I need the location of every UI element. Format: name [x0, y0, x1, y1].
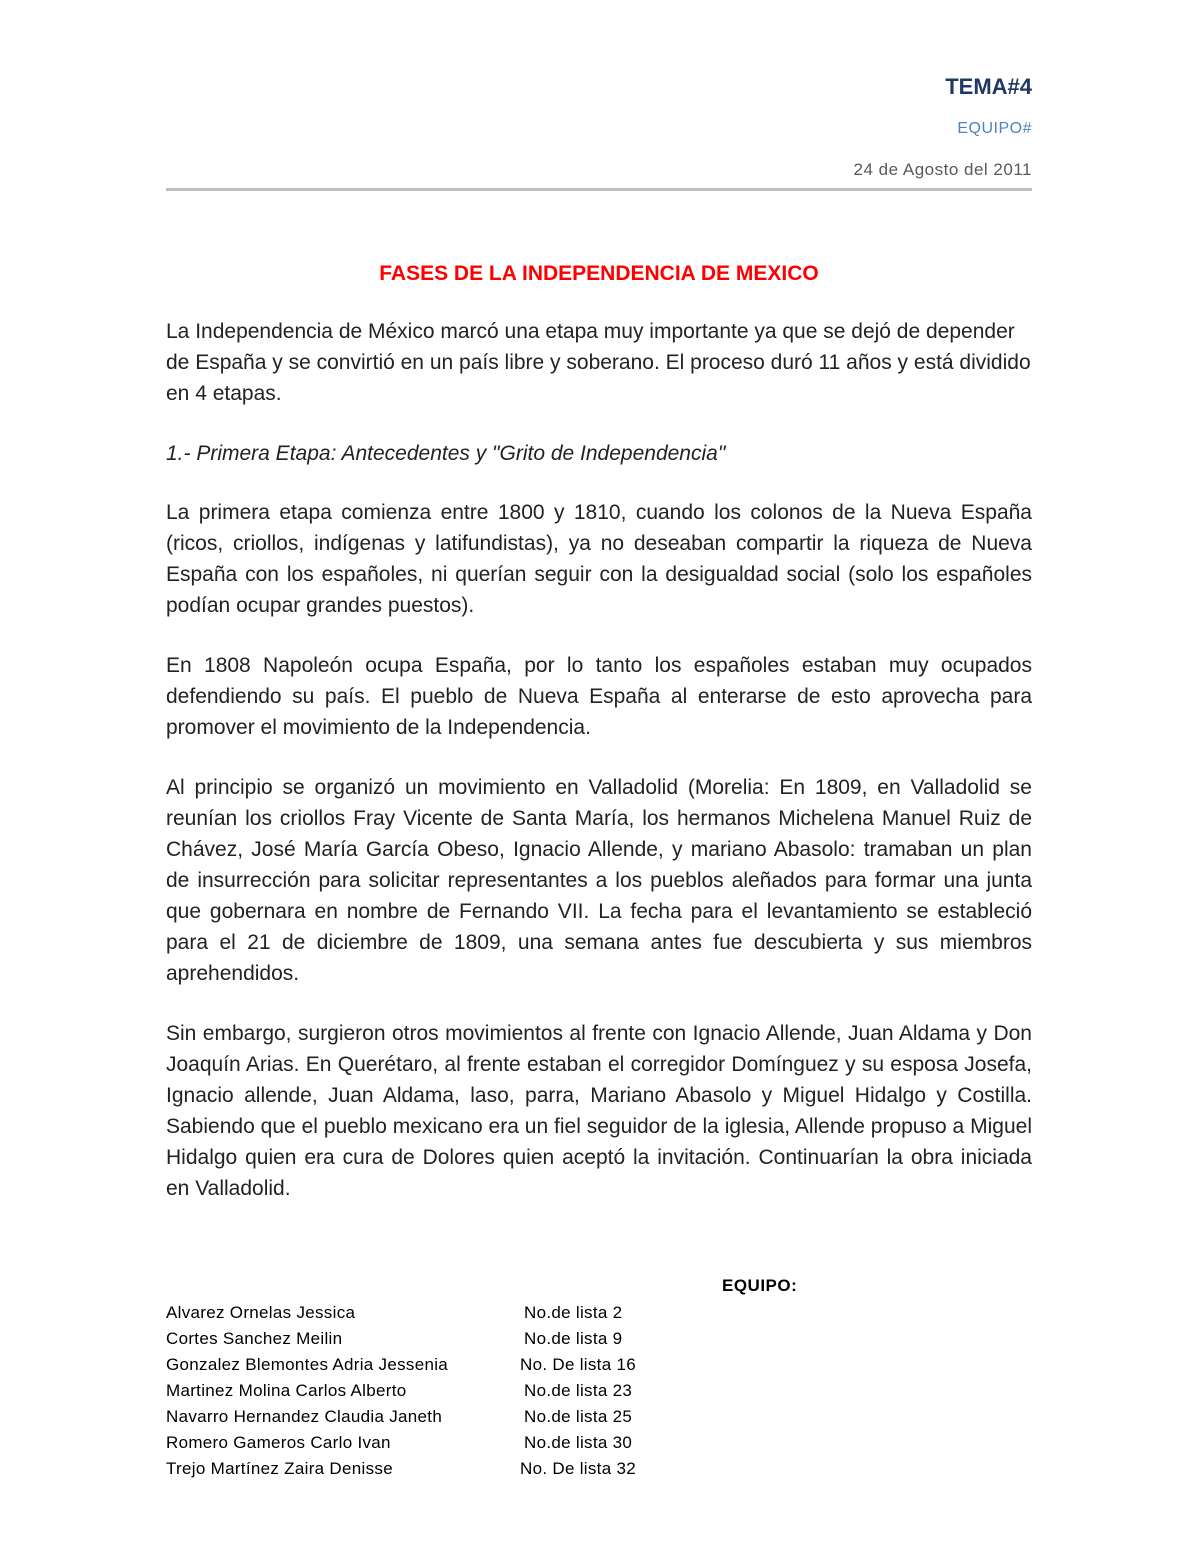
- paragraph: Sin embargo, surgieron otros movimientos al frente con Ignacio Allende, Juan Aldama y Don Joaquín Arias. En Querétaro, al frente estaban el corregidor Domínguez y su esposa Josefa, Ignacio allende, Juan Aldama, laso, parra, Mariano Abasolo y Miguel Hidalgo y Costilla. Sabiendo que el pueblo mexicano era un fiel seguidor de la iglesia, Allende propuso a Miguel Hidalgo quien era cura de Dolores quien aceptó la invitación. Continuarían la obra iniciada en Valladolid.: [166, 1022, 1032, 1200]
- team-member-row: [166, 1456, 866, 1482]
- member-name: Romero Gameros Carlo Ivan: [166, 1433, 391, 1452]
- team-member-row: [166, 1430, 866, 1456]
- member-list-number: No. De lista 32: [520, 1459, 636, 1478]
- section-subheading: 1.- Primera Etapa: Antecedentes y "Grito de Independencia": [166, 442, 726, 465]
- paragraph: En 1808 Napoleón ocupa España, por lo tanto los españoles estaban muy ocupados defendiendo su país. El pueblo de Nueva España al enterarse de esto aprovecha para promover el movimiento de la Independencia.: [166, 654, 1032, 739]
- intro-paragraph: La Independencia de México marcó una etapa muy importante ya que se dejó de depender de España y se convirtió en un país libre y soberano. El proceso duró 11 años y está dividido en 4 etapas.: [166, 320, 1031, 405]
- team-member-row: [166, 1300, 866, 1326]
- member-list-number: No.de lista 25: [524, 1407, 633, 1426]
- date-label: 24 de Agosto del 2011: [853, 160, 1032, 179]
- member-name: Gonzalez Blemontes Adria Jessenia: [166, 1355, 449, 1374]
- member-name: Trejo Martínez Zaira Denisse: [166, 1459, 393, 1478]
- document-body: [166, 258, 1032, 1233]
- member-name: Cortes Sanchez Meilin: [166, 1329, 343, 1348]
- team-member-row: [166, 1326, 866, 1352]
- page-header: [166, 70, 1032, 182]
- member-name: Martinez Molina Carlos Alberto: [166, 1381, 407, 1400]
- document-title: FASES DE LA INDEPENDENCIA DE MEXICO: [379, 262, 819, 285]
- team-member-row: [166, 1352, 866, 1378]
- paragraph: La primera etapa comienza entre 1800 y 1810, cuando los colonos de la Nueva España (ricos, criollos, indígenas y latifundistas), ya no deseaban compartir la riqueza de Nueva España con los españoles, ni querían seguir con la desigualdad social (solo los españoles podían ocupar grandes puestos).: [166, 501, 1032, 617]
- header-divider: [166, 188, 1032, 191]
- member-list-number: No. De lista 16: [520, 1355, 636, 1374]
- member-list-number: No.de lista 2: [524, 1303, 623, 1322]
- member-name: Alvarez Ornelas Jessica: [166, 1303, 356, 1322]
- member-name: Navarro Hernandez Claudia Janeth: [166, 1407, 443, 1426]
- member-list-number: No.de lista 23: [524, 1381, 633, 1400]
- member-list-number: No.de lista 30: [524, 1433, 633, 1452]
- member-list-number: No.de lista 9: [524, 1329, 623, 1348]
- team-title: EQUIPO:: [722, 1276, 798, 1295]
- topic-label: TEMA#4: [945, 74, 1032, 99]
- team-member-row: [166, 1404, 866, 1430]
- paragraph: Al principio se organizó un movimiento en Valladolid (Morelia: En 1809, en Valladolid se reunían los criollos Fray Vicente de Santa María, los hermanos Michelena Manuel Ruiz de Chávez, José María García Obeso, Ignacio Allende, y mariano Abasolo: tramaban un plan de insurrección para solicitar representantes a los pueblos aleñados para formar una junta que gobernara en nombre de Fernando VII. La fecha para el levantamiento se estableció para el 21 de diciembre de 1809, una semana antes fue descubierta y sus miembros aprehendidos.: [166, 776, 1032, 985]
- team-member-row: [166, 1378, 866, 1404]
- team-number-label: EQUIPO#: [957, 120, 1032, 137]
